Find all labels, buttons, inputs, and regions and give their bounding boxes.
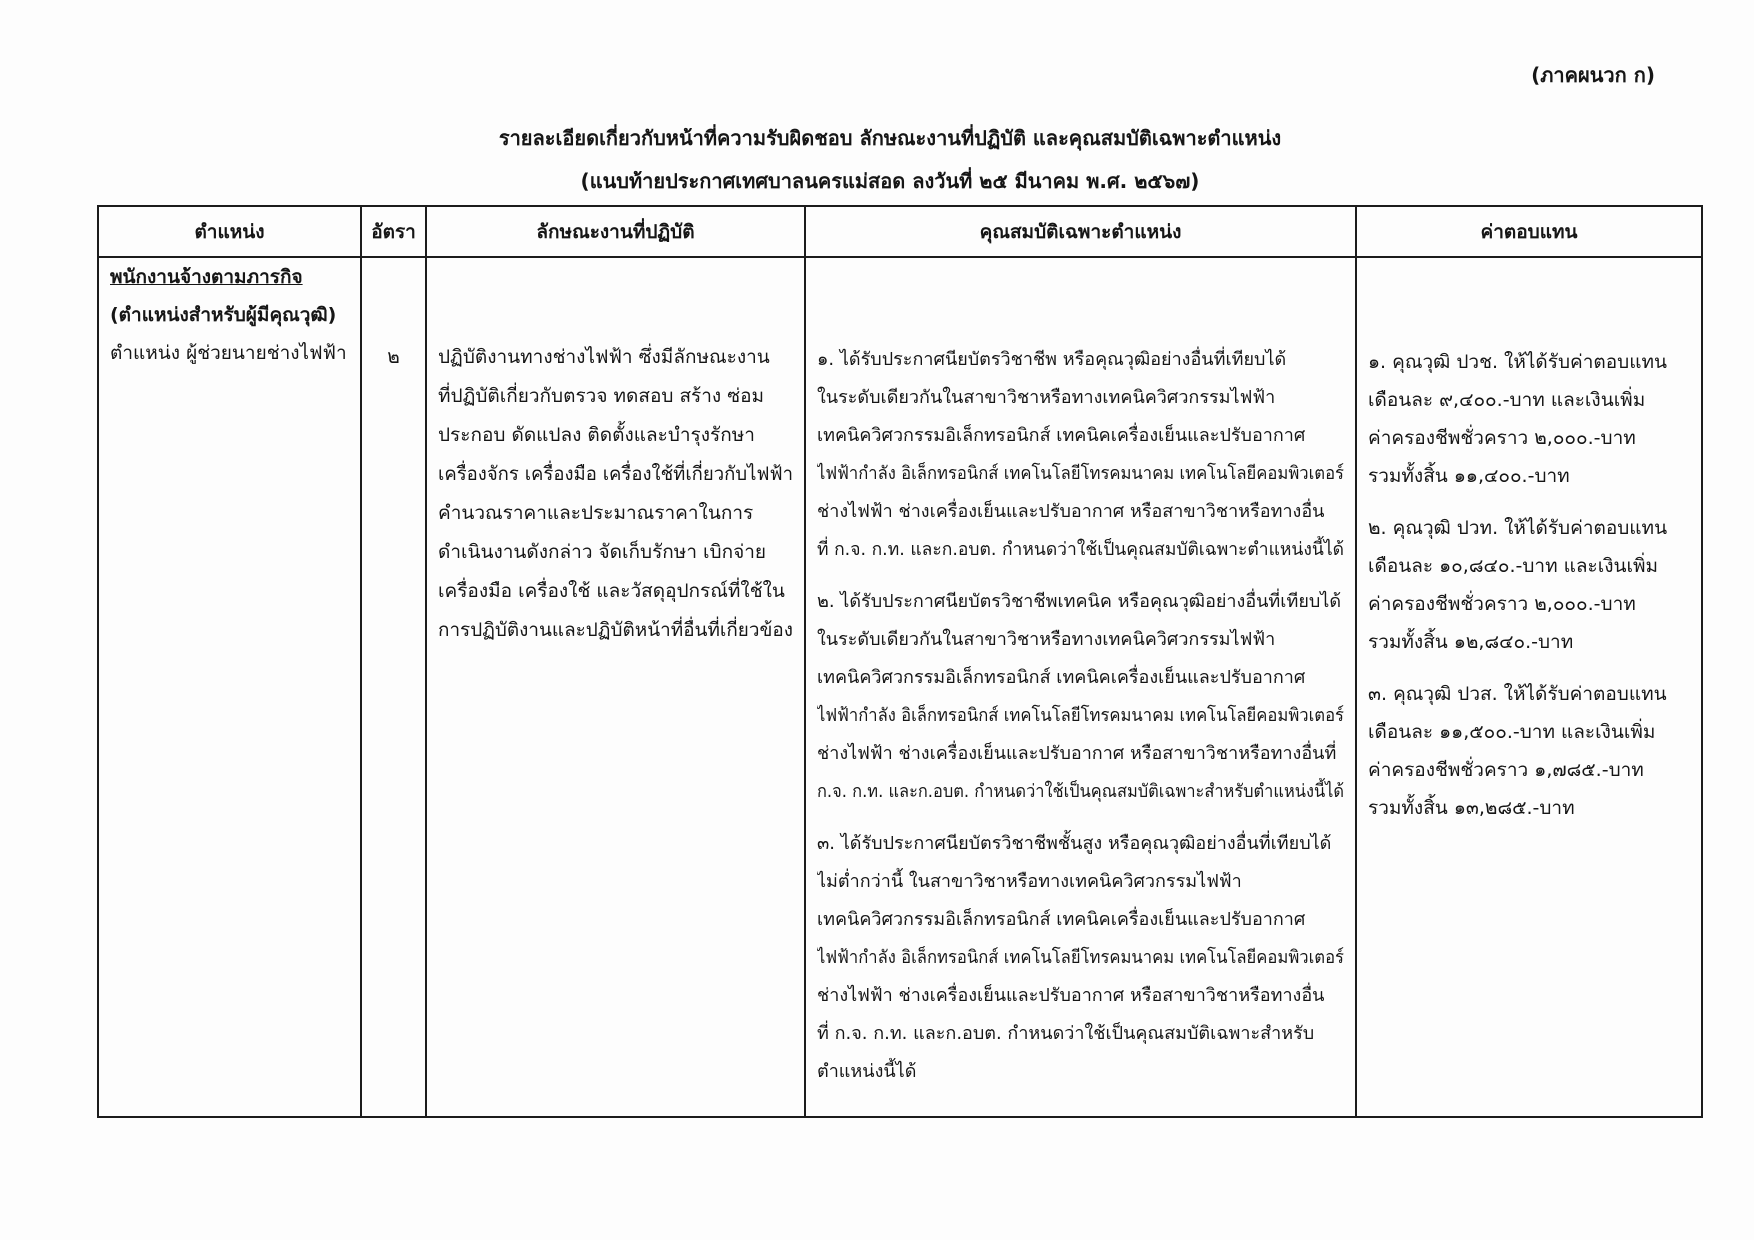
compensation-text: รวมทั้งสิ้น ๑๓,๒๘๕.-บาท bbox=[1368, 797, 1575, 819]
job-description-line bbox=[438, 416, 793, 455]
job-description-line bbox=[438, 455, 793, 494]
compensation-line bbox=[1368, 381, 1690, 419]
qualification-text: ๓. ได้รับประกาศนียบัตรวิชาชีพชั้นสูง หรือคุณวุฒิอย่างอื่นที่เทียบได้ bbox=[817, 833, 1332, 854]
compensation-line bbox=[1368, 419, 1690, 457]
qualification-line bbox=[817, 773, 1344, 811]
position-title: ตำแหน่ง ผู้ช่วยนายช่างไฟฟ้า bbox=[110, 342, 347, 364]
job-description-line bbox=[438, 377, 793, 416]
job-description-text: เครื่องจักร เครื่องมือ เครื่องใช้ที่เกี่ยวกับไฟฟ้า bbox=[438, 463, 793, 485]
compensation-line bbox=[1368, 675, 1690, 713]
position-details-table bbox=[97, 205, 1703, 1118]
compensation-text: เดือนละ ๑๐,๘๔๐.-บาท และเงินเพิ่ม bbox=[1368, 555, 1659, 577]
compensation-text: เดือนละ ๙,๔๐๐.-บาท และเงินเพิ่ม bbox=[1368, 389, 1646, 411]
compensation-line bbox=[1368, 751, 1690, 789]
position-category-note: (ตำแหน่งสำหรับผู้มีคุณวุฒิ) bbox=[110, 304, 337, 326]
job-description-line bbox=[438, 572, 793, 611]
position-category: พนักงานจ้างตามภารกิจ bbox=[110, 266, 303, 288]
header-rate: อัตรา bbox=[362, 207, 427, 258]
compensation-line bbox=[1368, 509, 1690, 547]
job-description-line bbox=[438, 611, 793, 650]
cell-rate bbox=[362, 258, 427, 1116]
rate-line bbox=[362, 338, 425, 376]
job-description-text: ประกอบ ดัดแปลง ติดตั้งและบำรุงรักษา bbox=[438, 424, 755, 446]
qualification-text: ในระดับเดียวกันในสาขาวิชาหรือทางเทคนิควิศวกรรมไฟฟ้า bbox=[817, 387, 1276, 408]
position-category-note-line bbox=[110, 296, 349, 334]
compensation-line bbox=[1368, 547, 1690, 585]
qualification-line bbox=[817, 379, 1344, 417]
qualification-line bbox=[817, 659, 1344, 697]
cell-position bbox=[99, 258, 362, 1116]
qualification-text: ช่างไฟฟ้า ช่างเครื่องเย็นและปรับอากาศ หรือสาขาวิชาหรือทางอื่น bbox=[817, 501, 1325, 522]
rate-value: ๒ bbox=[387, 346, 400, 368]
qualification-text: ไฟฟ้ากำลัง อิเล็กทรอนิกส์ เทคโนโลยีโทรคมนาคม เทคโนโลยีคอมพิวเตอร์ bbox=[817, 947, 1344, 968]
qualification-line bbox=[817, 901, 1344, 939]
qualification-text: ก.จ. ก.ท. และก.อบต. กำหนดว่าใช้เป็นคุณสมบัติเฉพาะสำหรับตำแหน่งนี้ได้ bbox=[817, 781, 1344, 802]
compensation-text: ค่าครองชีพชั่วคราว ๒,๐๐๐.-บาท bbox=[1368, 427, 1636, 449]
qualification-line bbox=[817, 825, 1344, 863]
qualification-line bbox=[817, 1015, 1344, 1053]
compensation-line bbox=[1368, 457, 1690, 495]
qualification-text: เทคนิควิศวกรรมอิเล็กทรอนิกส์ เทคนิคเครื่องเย็นและปรับอากาศ bbox=[817, 909, 1306, 930]
compensation-text: ๑. คุณวุฒิ ปวช. ให้ได้รับค่าตอบแทน bbox=[1368, 351, 1667, 373]
job-description-text: ที่ปฏิบัติเกี่ยวกับตรวจ ทดสอบ สร้าง ซ่อม bbox=[438, 385, 765, 407]
job-description-text: คำนวณราคาและประมาณราคาในการ bbox=[438, 502, 754, 524]
compensation-line bbox=[1368, 623, 1690, 661]
document-title: รายละเอียดเกี่ยวกับหน้าที่ความรับผิดชอบ ลักษณะงานที่ปฏิบัติ และคุณสมบัติเฉพาะตำแหน่ง bbox=[498, 126, 1282, 150]
qualification-line bbox=[817, 939, 1344, 977]
qualification-item bbox=[817, 825, 1344, 1091]
qualification-text: ที่ ก.จ. ก.ท. และก.อบต. กำหนดว่าใช้เป็นคุณสมบัติเฉพาะตำแหน่งนี้ได้ bbox=[817, 539, 1344, 560]
document-subtitle: (แนบท้ายประกาศเทศบาลนครแม่สอด ลงวันที่ ๒๕ มีนาคม พ.ศ. ๒๕๖๗) bbox=[580, 169, 1200, 193]
header-qualifications: คุณสมบัติเฉพาะตำแหน่ง bbox=[806, 207, 1357, 258]
compensation-item bbox=[1368, 509, 1690, 661]
job-description-line bbox=[438, 338, 793, 377]
position-category-line bbox=[110, 258, 349, 296]
qualification-line bbox=[817, 697, 1344, 735]
job-description-text: การปฏิบัติงานและปฏิบัติหน้าที่อื่นที่เกี่ยวข้อง bbox=[438, 619, 793, 641]
cell-job-description bbox=[427, 258, 806, 1116]
job-description-text: เครื่องมือ เครื่องใช้ และวัสดุอุปกรณ์ที่ใช้ใน bbox=[438, 580, 785, 602]
qualification-item bbox=[817, 583, 1344, 811]
cell-compensation bbox=[1357, 258, 1701, 1116]
compensation-text: ๓. คุณวุฒิ ปวส. ให้ได้รับค่าตอบแทน bbox=[1368, 683, 1667, 705]
header-compensation: ค่าตอบแทน bbox=[1357, 207, 1701, 258]
qualification-text: ในระดับเดียวกันในสาขาวิชาหรือทางเทคนิควิศวกรรมไฟฟ้า bbox=[817, 629, 1276, 650]
qualification-line bbox=[817, 583, 1344, 621]
compensation-text: เดือนละ ๑๑,๕๐๐.-บาท และเงินเพิ่ม bbox=[1368, 721, 1656, 743]
qualification-line bbox=[817, 621, 1344, 659]
qualification-text: ไฟฟ้ากำลัง อิเล็กทรอนิกส์ เทคโนโลยีโทรคมนาคม เทคโนโลยีคอมพิวเตอร์ bbox=[817, 705, 1344, 726]
qualification-text: ที่ ก.จ. ก.ท. และก.อบต. กำหนดว่าใช้เป็นคุณสมบัติเฉพาะสำหรับ bbox=[817, 1023, 1315, 1044]
header-position: ตำแหน่ง bbox=[99, 207, 362, 258]
qualification-text: ช่างไฟฟ้า ช่างเครื่องเย็นและปรับอากาศ หรือสาขาวิชาหรือทางอื่นที่ bbox=[817, 743, 1337, 764]
compensation-text: ค่าครองชีพชั่วคราว ๒,๐๐๐.-บาท bbox=[1368, 593, 1636, 615]
qualification-line bbox=[817, 863, 1344, 901]
qualification-line bbox=[817, 341, 1344, 379]
job-description-text: ปฏิบัติงานทางช่างไฟฟ้า ซึ่งมีลักษณะงาน bbox=[438, 346, 770, 368]
compensation-item bbox=[1368, 675, 1690, 827]
annex-label: (ภาคผนวก ก) bbox=[1531, 63, 1655, 87]
qualification-text: ช่างไฟฟ้า ช่างเครื่องเย็นและปรับอากาศ หรือสาขาวิชาหรือทางอื่น bbox=[817, 985, 1325, 1006]
compensation-text: รวมทั้งสิ้น ๑๑,๔๐๐.-บาท bbox=[1368, 465, 1570, 487]
header-job-description: ลักษณะงานที่ปฏิบัติ bbox=[427, 207, 806, 258]
qualification-text: เทคนิควิศวกรรมอิเล็กทรอนิกส์ เทคนิคเครื่องเย็นและปรับอากาศ bbox=[817, 425, 1306, 446]
qualification-line bbox=[817, 1053, 1344, 1091]
compensation-line bbox=[1368, 343, 1690, 381]
cell-qualifications bbox=[806, 258, 1357, 1116]
qualification-text: ไม่ต่ำกว่านี้ ในสาขาวิชาหรือทางเทคนิควิศวกรรมไฟฟ้า bbox=[817, 871, 1242, 892]
job-description-text: ดำเนินงานดังกล่าว จัดเก็บรักษา เบิกจ่าย bbox=[438, 541, 767, 563]
qualification-line bbox=[817, 735, 1344, 773]
position-title-line bbox=[110, 334, 349, 372]
compensation-line bbox=[1368, 713, 1690, 751]
compensation-item bbox=[1368, 343, 1690, 495]
qualification-line bbox=[817, 493, 1344, 531]
qualification-line bbox=[817, 455, 1344, 493]
compensation-line bbox=[1368, 789, 1690, 827]
job-description-line bbox=[438, 533, 793, 572]
qualification-text: ๒. ได้รับประกาศนียบัตรวิชาชีพเทคนิค หรือคุณวุฒิอย่างอื่นที่เทียบได้ bbox=[817, 591, 1342, 612]
compensation-line bbox=[1368, 585, 1690, 623]
compensation-text: ค่าครองชีพชั่วคราว ๑,๗๘๕.-บาท bbox=[1368, 759, 1644, 781]
qualification-text: ไฟฟ้ากำลัง อิเล็กทรอนิกส์ เทคโนโลยีโทรคมนาคม เทคโนโลยีคอมพิวเตอร์ bbox=[817, 463, 1344, 484]
qualification-line bbox=[817, 977, 1344, 1015]
qualification-text: ๑. ได้รับประกาศนียบัตรวิชาชีพ หรือคุณวุฒิอย่างอื่นที่เทียบได้ bbox=[817, 349, 1287, 370]
qualification-line bbox=[817, 417, 1344, 455]
qualification-item bbox=[817, 341, 1344, 569]
qualification-line bbox=[817, 531, 1344, 569]
qualification-text: เทคนิควิศวกรรมอิเล็กทรอนิกส์ เทคนิคเครื่องเย็นและปรับอากาศ bbox=[817, 667, 1306, 688]
qualification-text: ตำแหน่งนี้ได้ bbox=[817, 1061, 917, 1082]
compensation-text: รวมทั้งสิ้น ๑๒,๘๔๐.-บาท bbox=[1368, 631, 1574, 653]
compensation-text: ๒. คุณวุฒิ ปวท. ให้ได้รับค่าตอบแทน bbox=[1368, 517, 1668, 539]
job-description-line bbox=[438, 494, 793, 533]
